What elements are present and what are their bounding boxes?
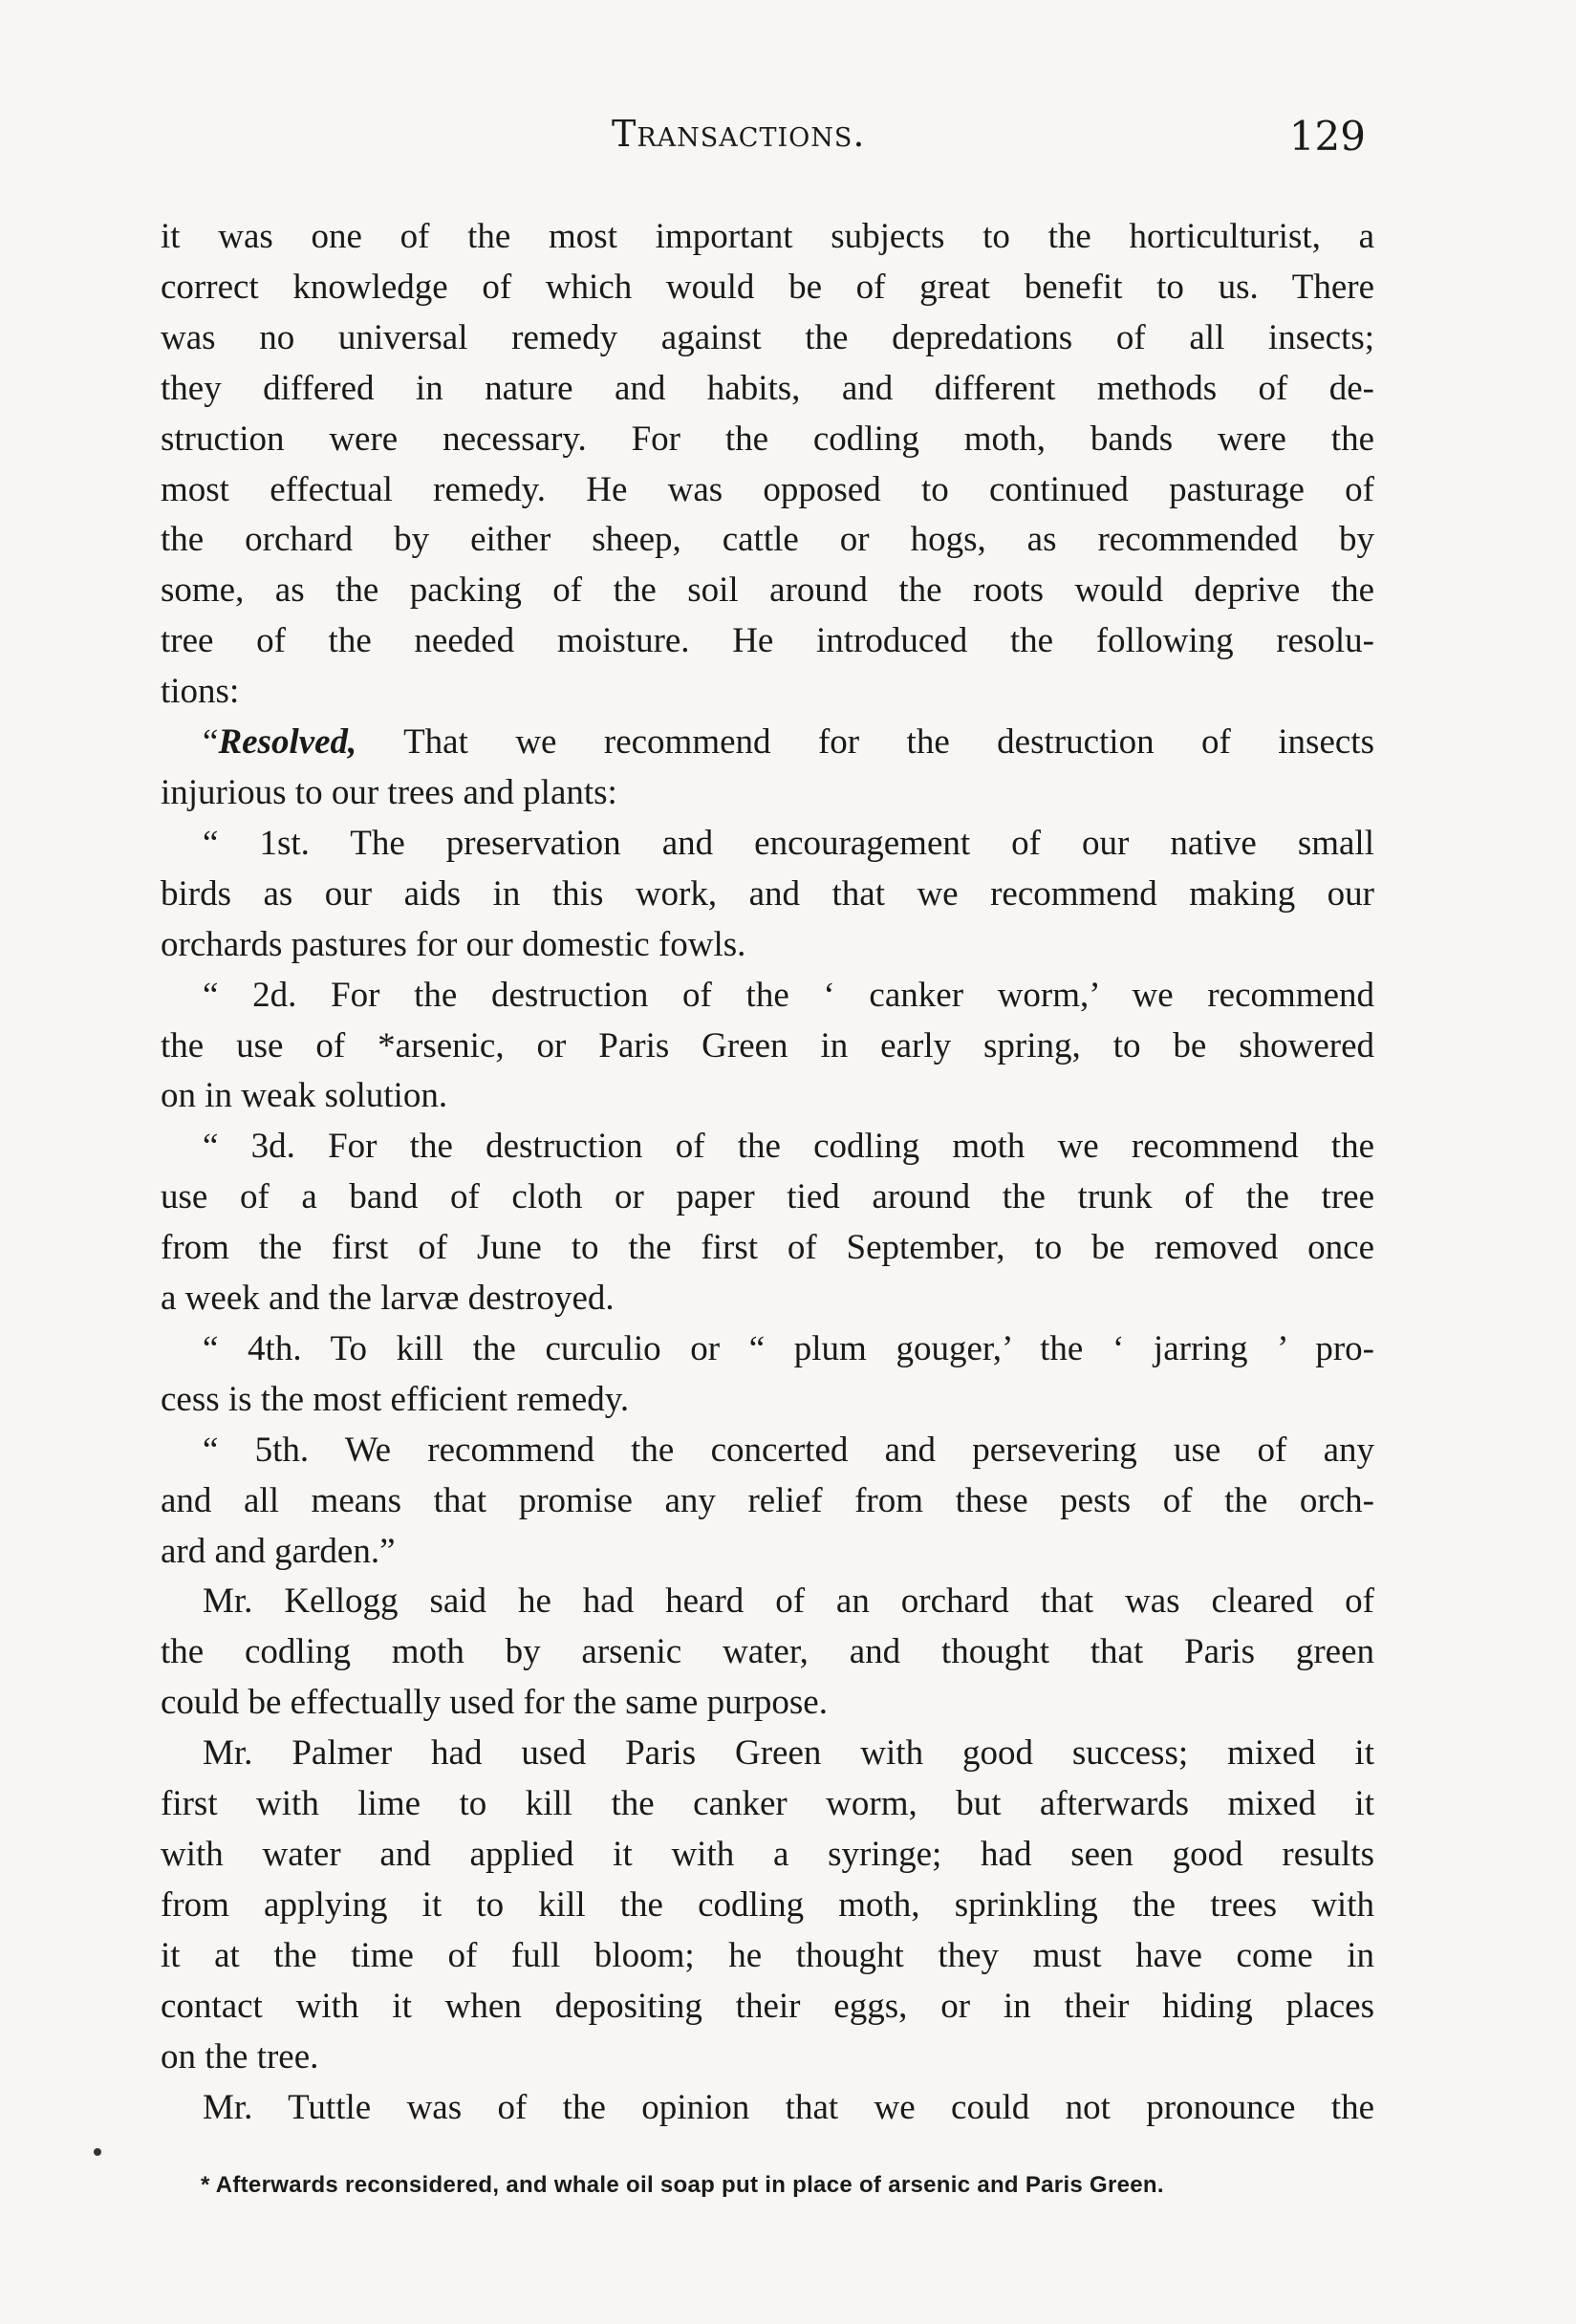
text-line: it was one of the most important subjects to the horticulturist, a	[161, 217, 1374, 256]
text-line: the use of *arsenic, or Paris Green in early spring, to be showered	[161, 1025, 1374, 1065]
text-line: from applying it to kill the codling moth, sprinkling the trees with	[161, 1884, 1374, 1925]
text-line: it at the time of full bloom; he thought they must have come in	[161, 1935, 1374, 1975]
text-line: Mr. Palmer had used Paris Green with good success; mixed it	[203, 1733, 1374, 1774]
margin-mark	[94, 2148, 101, 2156]
footnote: * Afterwards reconsidered, and whale oil soap put in place of arsenic and Paris Green.	[201, 2172, 1164, 2198]
text-line: the codling moth by arsenic water, and thought that Paris green	[161, 1632, 1374, 1672]
text-line: was no universal remedy against the depredations of all insects;	[161, 317, 1374, 357]
resolved-word: Resolved,	[218, 722, 357, 763]
text-line: could be effectually used for the same purpose.	[161, 1683, 828, 1723]
text-line: struction were necessary. For the codling moth, bands were the	[161, 419, 1374, 459]
text-line: they differed in nature and habits, and different methods of de-	[161, 368, 1374, 408]
body-text	[161, 212, 1374, 2133]
text-line: orchards pastures for our domestic fowls.	[161, 924, 746, 964]
text-line: “ 3d. For the destruction of the codling moth we recommend the	[203, 1127, 1374, 1167]
text-line: the orchard by either sheep, cattle or hogs, as recommended by	[161, 520, 1374, 560]
resolution-line	[161, 718, 1374, 768]
text-line: Mr. Tuttle was of the opinion that we could not pronounce the	[203, 2087, 1374, 2127]
text-line: from the first of June to the first of September, to be removed once	[161, 1228, 1374, 1268]
text-line: some, as the packing of the soil around the roots would deprive the	[161, 570, 1374, 611]
text-line: “ 4th. To kill the curculio or “ plum gouger,’ the ‘ jarring ’ pro-	[203, 1328, 1374, 1368]
text-line: a week and the larvæ destroyed.	[161, 1279, 615, 1319]
text-line: “ 1st. The preservation and encouragement of our native small	[203, 823, 1374, 863]
text-line: most effectual remedy. He was opposed to continued pasturage of	[161, 469, 1374, 509]
text-line: first with lime to kill the canker worm, but afterwards mixed it	[161, 1784, 1374, 1824]
text-line: use of a band of cloth or paper tied around the trunk of the tree	[161, 1177, 1374, 1217]
page-number: 129	[1288, 113, 1366, 160]
text-line: contact with it when depositing their eggs, or in their hiding places	[161, 1986, 1374, 2026]
text-line: ard and garden.”	[161, 1531, 396, 1571]
text-line: tions:	[161, 672, 240, 712]
text-line: with water and applied it with a syringe; had seen good results	[161, 1835, 1374, 1874]
running-head-title: Transactions.	[612, 113, 866, 155]
text-line: on the tree.	[161, 2036, 319, 2077]
text-line: on in weak solution.	[161, 1076, 448, 1116]
text-line: Mr. Kellogg said he had heard of an orchard that was cleared of	[203, 1582, 1374, 1622]
resolution-text: That we recommend for the destruction of insects	[403, 722, 1374, 763]
text-line: “ 2d. For the destruction of the ‘ canker worm,’ we recommend	[203, 975, 1374, 1015]
text-line: birds as our aids in this work, and that we recommend making our	[161, 873, 1374, 914]
text-line: cess is the most efficient remedy.	[161, 1379, 630, 1419]
text-line: and all means that promise any relief from these pests of the orch-	[161, 1480, 1374, 1520]
text-line: correct knowledge of which would be of great benefit to us. There	[161, 267, 1374, 307]
open-quote: “	[203, 722, 219, 763]
text-line: tree of the needed moisture. He introduced the following resolu-	[161, 621, 1374, 661]
text-line: “ 5th. We recommend the concerted and persevering use of any	[203, 1430, 1374, 1470]
text-line: injurious to our trees and plants:	[161, 772, 617, 812]
